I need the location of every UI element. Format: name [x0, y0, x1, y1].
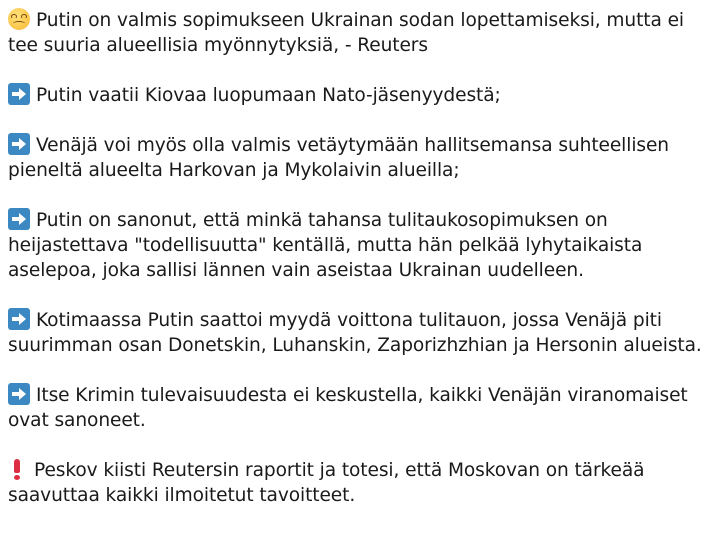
right-arrow-icon [8, 383, 30, 405]
right-arrow-icon [8, 133, 30, 155]
right-arrow-icon [8, 83, 30, 105]
woozy-face-icon [8, 8, 30, 30]
post-headline [8, 8, 704, 58]
paragraph-text: Kotimaassa Putin saattoi myydä voittona tulitauon, jossa Venäjä piti suurimman osan Donetskin, Luhanskin, Zaporizhzhian ja Hersonin alueista. [8, 310, 702, 356]
bullet-paragraph [8, 133, 704, 183]
bullet-paragraph [8, 208, 704, 283]
bullet-paragraph [8, 83, 704, 108]
paragraph-text: Putin vaatii Kiovaa luopumaan Nato-jäsenyydestä; [36, 85, 501, 106]
right-arrow-icon [8, 208, 30, 230]
paragraph-text: Putin on sanonut, että minkä tahansa tulitaukosopimuksen on heijastettava "todellisuutta" kentällä, mutta hän pelkää lyhytaikaista aselepoa, joka sallisi lännen vain aseistaa Ukrainan uudelleen. [8, 210, 643, 281]
bullet-paragraph [8, 383, 704, 433]
paragraph-text: Peskov kiisti Reutersin raportit ja totesi, että Moskovan on tärkeää saavuttaa kaikki ilmoitetut tavoitteet. [8, 460, 645, 506]
bullet-paragraph [8, 308, 704, 358]
right-arrow-icon [8, 308, 30, 330]
paragraph-text: Itse Krimin tulevaisuudesta ei keskustella, kaikki Venäjän viranomaiset ovat sanoneet. [8, 385, 688, 431]
paragraph-text: Putin on valmis sopimukseen Ukrainan sodan lopettamiseksi, mutta ei tee suuria alueellisia myönnytyksiä, - Reuters [8, 10, 684, 56]
paragraph-text: Venäjä voi myös olla valmis vetäytymään hallitsemansa suhteellisen pieneltä alueelta Harkovan ja Mykolaivin alueilla; [8, 135, 669, 181]
bullet-paragraph [8, 458, 704, 508]
red-exclamation-icon [10, 458, 24, 480]
